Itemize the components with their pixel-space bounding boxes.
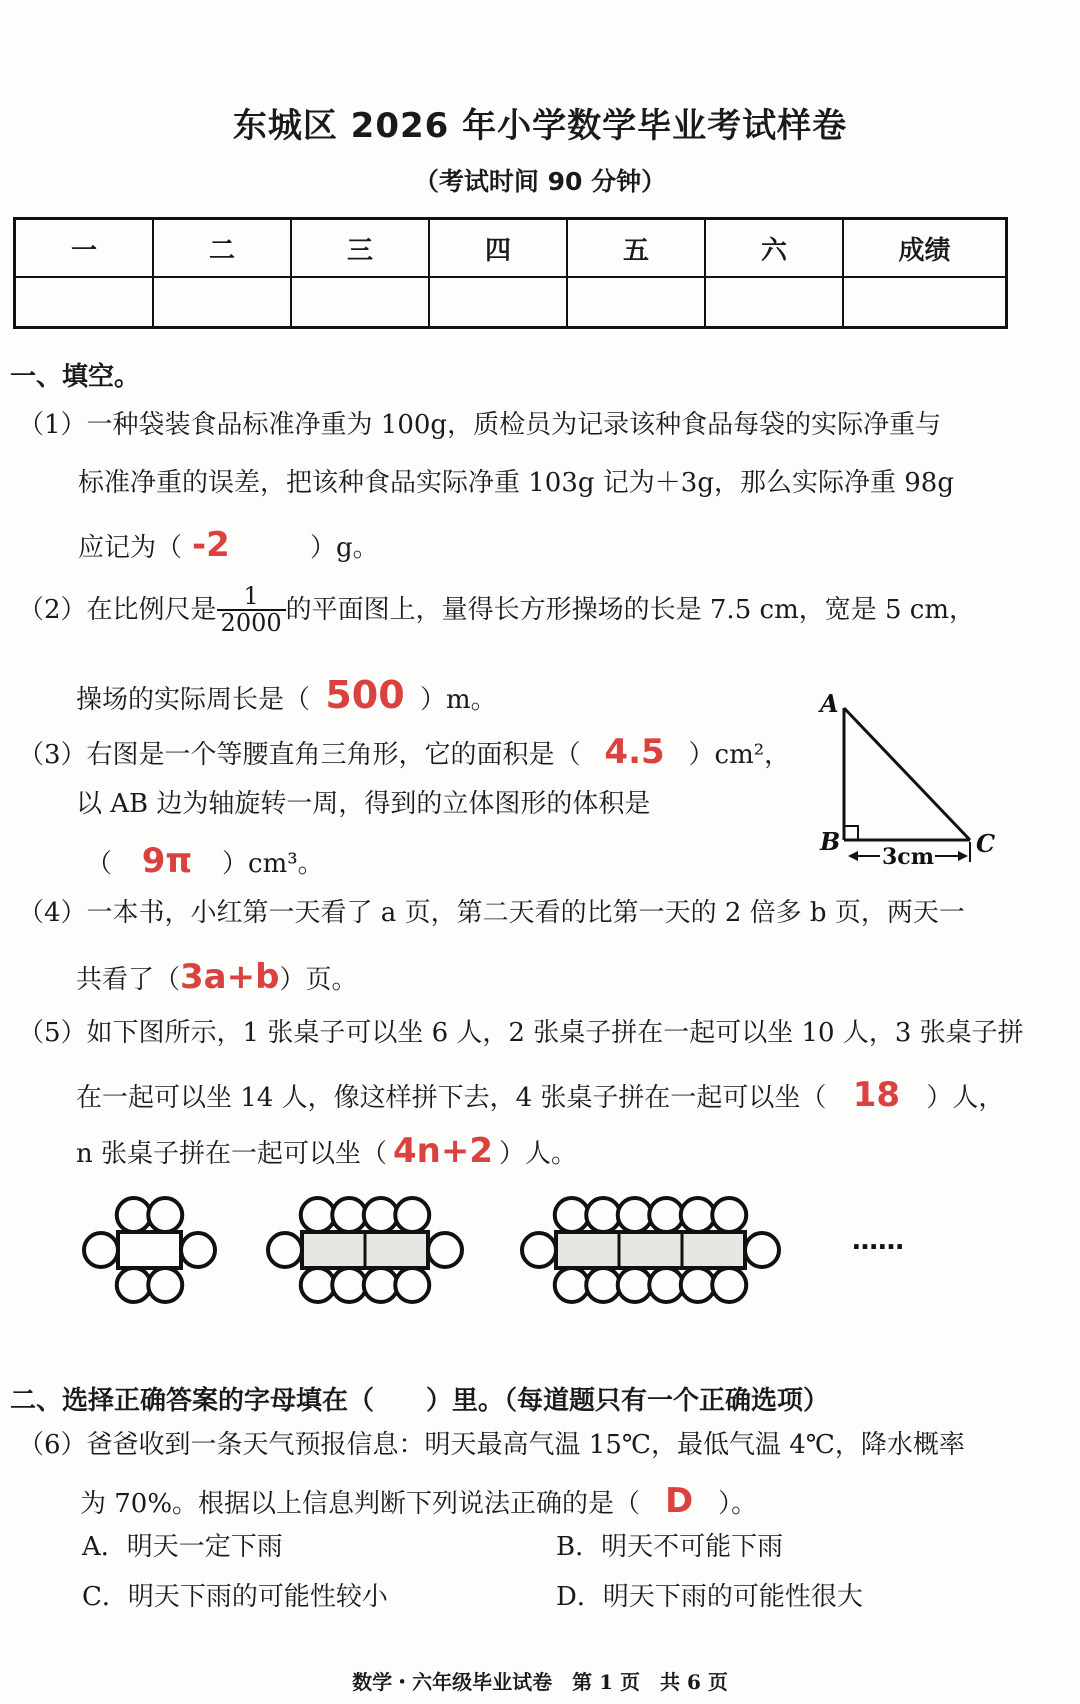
dimension-arrow-right (958, 851, 968, 861)
q1-prefix: 应记为（ (78, 533, 183, 563)
score-header-3: 三 (291, 219, 429, 278)
score-header-5: 五 (567, 219, 705, 278)
score-cell-1[interactable] (15, 277, 154, 328)
vertex-b-label: B (820, 827, 841, 856)
score-cell-6[interactable] (705, 277, 843, 328)
q1-suffix: ）g。 (310, 533, 379, 563)
q5-line3 (76, 1131, 578, 1171)
q6-option-c[interactable]: C．明天下雨的可能性较小 (82, 1582, 388, 1612)
seat-circle (522, 1233, 556, 1267)
seat-circle (301, 1198, 335, 1232)
seat-circle (117, 1268, 151, 1302)
q6-option-a[interactable]: A．明天一定下雨 (82, 1532, 283, 1562)
table-rect (556, 1232, 745, 1268)
q2-answer[interactable]: 500 (325, 673, 405, 717)
table-arrangement-figure (0, 1195, 1080, 1315)
q6-option-b[interactable]: B．明天不可能下雨 (556, 1532, 784, 1562)
q2-line2-suffix: ）m。 (420, 685, 497, 715)
q2-suffix: 的平面图上，量得长方形操场的长是 7.5 cm，宽是 5 cm， (285, 595, 976, 626)
score-cell-5[interactable] (567, 277, 705, 328)
q1-line1: （1）一种袋装食品标准净重为 100g，质检员为记录该种食品每袋的实际净重与 (18, 410, 942, 440)
q6-line1: （6）爸爸收到一条天气预报信息：明天最高气温 15℃，最低气温 4℃，降水概率 (18, 1430, 965, 1460)
q3-answer-area[interactable]: 4.5 (604, 732, 665, 772)
side-ac (844, 708, 970, 840)
score-header-4: 四 (429, 219, 567, 278)
scale-numerator: 1 (217, 584, 286, 611)
seat-circle (428, 1233, 462, 1267)
score-header-total: 成绩 (843, 219, 1007, 278)
seat-circle (712, 1198, 746, 1232)
q4-answer[interactable]: 3a+b (180, 957, 280, 997)
q6-option-d[interactable]: D．明天下雨的可能性很大 (556, 1582, 863, 1612)
page-footer: 数学・六年级毕业试卷 第 1 页 共 6 页 (352, 1670, 728, 1694)
q3-line3-prefix: （ (86, 849, 113, 879)
score-cell-total[interactable] (843, 277, 1007, 328)
q5-line1: （5）如下图所示，1 张桌子可以坐 6 人，2 张桌子拼在一起可以坐 10 人，3 张桌子拼 (18, 1018, 1024, 1048)
q3-line3-suffix: ）cm³。 (222, 849, 324, 879)
seat-circle (395, 1268, 429, 1302)
q1-line3 (78, 525, 379, 565)
score-cell-4[interactable] (429, 277, 567, 328)
seat-circle (364, 1198, 398, 1232)
seat-circle (332, 1268, 366, 1302)
table-rect (118, 1232, 181, 1268)
q3-line3 (86, 841, 324, 881)
seat-circle (712, 1268, 746, 1302)
q3-prefix: （3）右图是一个等腰直角三角形，它的面积是（ (18, 740, 581, 770)
q3-answer-volume[interactable]: 9π (141, 841, 193, 881)
q3-suffix: ）cm²， (688, 740, 791, 770)
q2-prefix: （2）在比例尺是 (18, 595, 217, 626)
q6-prefix: 为 70%。根据以上信息判断下列说法正确的是（ (80, 1489, 641, 1519)
seat-circle (745, 1233, 779, 1267)
dimension-arrow-left (848, 851, 858, 861)
scale-denominator: 2000 (220, 609, 282, 638)
triangle-figure (810, 690, 1010, 880)
seat-circle (268, 1233, 302, 1267)
score-header-1: 一 (15, 219, 154, 278)
score-cell-3[interactable] (291, 277, 429, 328)
q1-answer[interactable]: -2 (192, 525, 230, 565)
seat-circle (649, 1198, 683, 1232)
pattern-ellipsis: …… (852, 1226, 904, 1256)
q1-line2: 标准净重的误差，把该种食品实际净重 103g 记为＋3g，那么实际净重 98g (78, 468, 954, 498)
scale-fraction (217, 584, 286, 636)
q4-prefix: 共看了（ (76, 965, 181, 995)
q4-line2 (76, 957, 358, 997)
seat-circle (332, 1198, 366, 1232)
q3-line2: 以 AB 边为轴旋转一周，得到的立体图形的体积是 (76, 789, 651, 819)
seat-circle (649, 1268, 683, 1302)
vertex-a-label: A (820, 689, 839, 718)
seat-circle (148, 1198, 182, 1232)
seat-circle (364, 1268, 398, 1302)
seat-circle (395, 1198, 429, 1232)
section2-title: 二、选择正确答案的字母填在（ ）里。（每道题只有一个正确选项） (10, 1386, 830, 1416)
q5-line3-prefix: n 张桌子拼在一起可以坐（ (76, 1139, 388, 1169)
seat-circle (681, 1268, 715, 1302)
q6-suffix: ）。 (718, 1489, 758, 1519)
score-header-6: 六 (705, 219, 843, 278)
section1-title: 一、填空。 (10, 362, 141, 392)
tables-group (84, 1198, 779, 1302)
q2-line2-prefix: 操场的实际周长是（ (76, 685, 311, 715)
seat-circle (148, 1268, 182, 1302)
score-table (13, 217, 1008, 329)
q4-line1: （4）一本书，小红第一天看了 a 页，第二天看的比第一天的 2 倍多 b 页，两天一 (18, 898, 965, 928)
seat-circle (618, 1268, 652, 1302)
q5-line3-suffix: ）人。 (499, 1139, 578, 1169)
exam-duration: （考试时间 90 分钟） (413, 167, 667, 196)
vertex-c-label: C (976, 829, 996, 858)
page-title: 东城区 2026 年小学数学毕业考试样卷 (232, 106, 848, 146)
q3-line1 (18, 732, 791, 772)
side-length-label: 3cm (882, 844, 934, 870)
score-cell-2[interactable] (153, 277, 291, 328)
right-angle-mark (844, 826, 858, 840)
q2-line2 (76, 673, 497, 717)
seat-circle (117, 1198, 151, 1232)
seat-circle (586, 1198, 620, 1232)
q4-suffix: ）页。 (279, 965, 358, 995)
seat-circle (555, 1198, 589, 1232)
q5-line2-prefix: 在一起可以坐 14 人，像这样拼下去，4 张桌子拼在一起可以坐（ (76, 1083, 827, 1113)
score-header-2: 二 (153, 219, 291, 278)
q5-answer-four-tables[interactable]: 18 (852, 1075, 901, 1115)
q6-line2 (80, 1481, 758, 1521)
seat-circle (555, 1268, 589, 1302)
seat-circle (586, 1268, 620, 1302)
seat-circle (301, 1268, 335, 1302)
q6-answer[interactable]: D (664, 1481, 694, 1521)
q5-line2-suffix: ）人， (926, 1083, 1005, 1113)
seat-circle (84, 1233, 118, 1267)
q5-line2 (76, 1075, 1005, 1115)
q2-line1 (18, 584, 975, 636)
seat-circle (618, 1198, 652, 1232)
seat-circle (181, 1233, 215, 1267)
q5-answer-n-tables[interactable]: 4n+2 (393, 1131, 494, 1171)
seat-circle (681, 1198, 715, 1232)
